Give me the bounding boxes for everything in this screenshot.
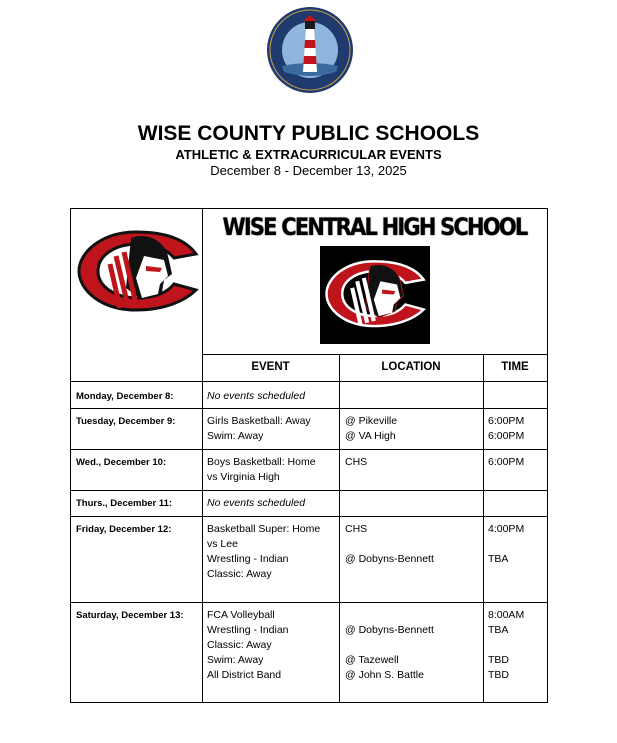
day-label: Thurs., December 11:: [76, 498, 173, 509]
event-cell: [207, 455, 316, 485]
location-cell: [345, 414, 397, 444]
event-line: Basketball Super: Home: [207, 523, 321, 535]
event-line: FCA Volleyball: [207, 609, 275, 621]
time-cell: [488, 608, 524, 683]
location-line: [345, 638, 434, 653]
time-cell: [488, 414, 524, 444]
day-label: Monday, December 8:: [76, 391, 174, 402]
event-line: Classic: Away: [207, 568, 272, 580]
event-cell: [207, 608, 289, 683]
location-line: @ VA High: [345, 430, 396, 442]
event-cell: [207, 389, 305, 404]
event-cell: [207, 414, 311, 444]
column-header-time: TIME: [501, 361, 529, 373]
page-subtitle: ATHLETIC & EXTRACURRICULAR EVENTS: [175, 147, 442, 162]
event-line: Swim: Away: [207, 654, 264, 666]
time-line: TBA: [488, 553, 509, 565]
page-title: WISE COUNTY PUBLIC SCHOOLS: [137, 122, 480, 145]
event-line: vs Lee: [207, 538, 238, 550]
time-line: TBA: [488, 624, 509, 636]
location-cell: [345, 608, 434, 683]
day-label: Saturday, December 13:: [76, 610, 184, 621]
mascot-logo: [76, 228, 200, 314]
location-line: CHS: [345, 523, 368, 535]
school-name: WISE CENTRAL HIGH SCHOOL: [222, 213, 527, 241]
event-line: No events scheduled: [207, 497, 306, 509]
date-range: December 8 - December 13, 2025: [210, 163, 407, 178]
day-label: Tuesday, December 9:: [76, 416, 176, 427]
location-line: @ Dobyns-Bennett: [345, 553, 434, 565]
event-line: Classic: Away: [207, 639, 272, 651]
event-line: Swim: Away: [207, 430, 264, 442]
location-line: [345, 537, 434, 552]
location-line: @ Dobyns-Bennett: [345, 624, 434, 636]
location-line: @ Tazewell: [345, 654, 399, 666]
time-cell: [488, 522, 524, 567]
location-cell: [345, 455, 367, 470]
event-cell: [207, 522, 320, 582]
event-line: vs Virginia High: [207, 471, 280, 483]
event-line: Boys Basketball: Home: [207, 456, 316, 468]
event-cell: [207, 496, 305, 511]
mascot-logo-black-bg: [320, 246, 430, 344]
event-line: All District Band: [207, 669, 282, 681]
event-line: Wrestling - Indian: [207, 624, 289, 636]
time-line: [488, 638, 524, 653]
location-line: [345, 608, 434, 623]
time-line: 6:00PM: [488, 430, 525, 442]
time-cell: [488, 455, 524, 470]
day-label: Friday, December 12:: [76, 524, 172, 535]
location-line: @ John S. Battle: [345, 669, 424, 681]
location-line: @ Pikeville: [345, 415, 398, 427]
time-line: 8:00AM: [488, 609, 525, 621]
time-line: 6:00PM: [488, 456, 525, 468]
day-label: Wed., December 10:: [76, 457, 167, 468]
event-line: Wrestling - Indian: [207, 553, 289, 565]
column-header-event: EVENT: [251, 361, 290, 373]
wise-county-logo: [266, 6, 354, 94]
event-line: No events scheduled: [207, 390, 306, 402]
time-line: 4:00PM: [488, 523, 525, 535]
time-line: 6:00PM: [488, 415, 525, 427]
column-header-location: LOCATION: [381, 361, 441, 373]
time-line: TBD: [488, 654, 509, 666]
time-line: [488, 537, 524, 552]
location-line: CHS: [345, 456, 368, 468]
location-cell: [345, 522, 434, 567]
time-line: TBD: [488, 669, 509, 681]
event-line: Girls Basketball: Away: [207, 415, 311, 427]
